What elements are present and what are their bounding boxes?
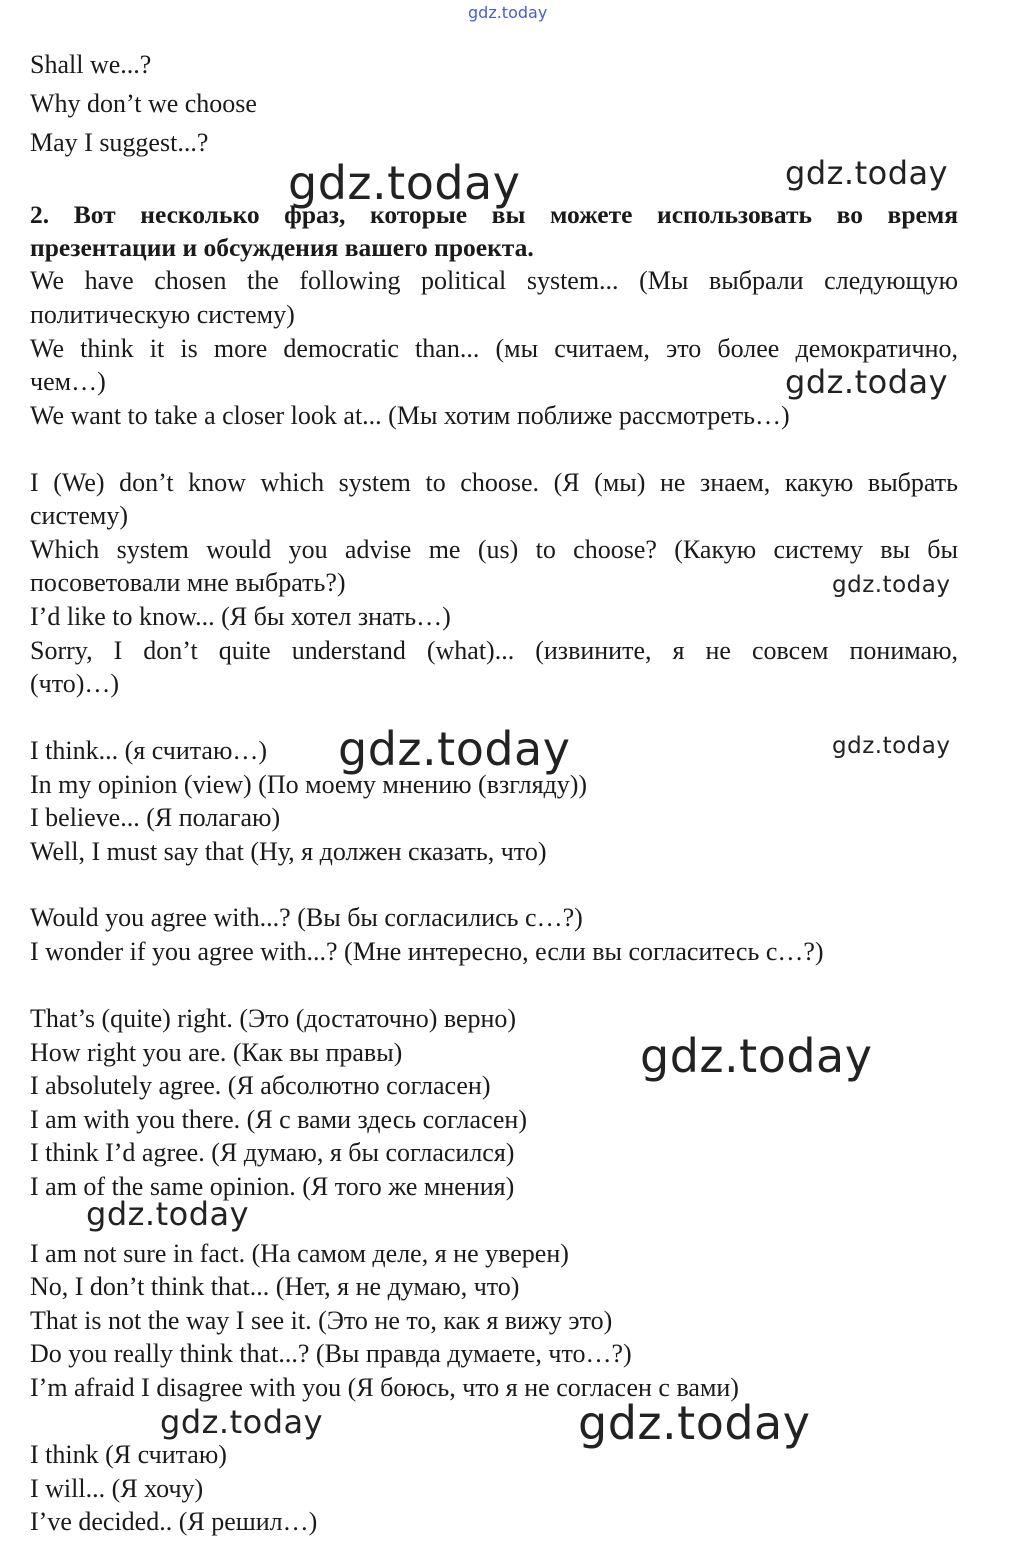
phrase-line: Shall we...? (30, 50, 152, 79)
section-heading: 2. Вот несколько фраз, которые вы можете использовать во время (30, 200, 958, 229)
phrase-line: We have chosen the following political system... (Мы выбрали следующую (30, 266, 958, 295)
watermark: gdz.today (468, 3, 548, 22)
phrase-line: I’m afraid I disagree with you (Я боюсь, что я не согласен с вами) (30, 1373, 739, 1402)
watermark: gdz.today (288, 156, 521, 210)
watermark: gdz.today (785, 363, 949, 401)
phrase-line: I’ve decided.. (Я решил…) (30, 1507, 318, 1536)
phrase-line: I will... (Я хочу) (30, 1474, 204, 1503)
phrase-line: I believe... (Я полагаю) (30, 803, 281, 832)
phrase-line: I am not sure in fact. (На самом деле, я не уверен) (30, 1239, 569, 1268)
phrase-line: How right you are. (Как вы правы) (30, 1038, 403, 1067)
phrase-line: I’d like to know... (Я бы хотел знать…) (30, 602, 451, 631)
phrase-line: Would you agree with...? (Вы бы согласились с…?) (30, 903, 583, 932)
watermark: gdz.today (640, 1029, 873, 1083)
phrase-line: Well, I must say that (Ну, я должен сказать, что) (30, 837, 547, 866)
phrase-line: I (We) don’t know which system to choose. (Я (мы) не знаем, какую выбрать (30, 468, 958, 497)
phrase-line: Do you really think that...? (Вы правда думаете, что…?) (30, 1339, 632, 1368)
watermark: gdz.today (338, 722, 571, 776)
watermark: gdz.today (785, 154, 949, 192)
phrase-line: политическую систему) (30, 300, 295, 329)
phrase-line: That is not the way I see it. (Это не то, как я вижу это) (30, 1306, 613, 1335)
phrase-line: систему) (30, 501, 129, 530)
phrase-line: посоветовали мне выбрать?) (30, 568, 346, 597)
watermark: gdz.today (86, 1195, 250, 1233)
watermark: gdz.today (578, 1396, 811, 1450)
phrase-line: I think I’d agree. (Я думаю, я бы согласился) (30, 1138, 515, 1167)
phrase-line: I think... (я считаю…) (30, 736, 268, 765)
watermark: gdz.today (832, 572, 951, 598)
phrase-line: We think it is more democratic than... (мы считаем, это более демократично, (30, 334, 958, 363)
phrase-line: No, I don’t think that... (Нет, я не думаю, что) (30, 1272, 520, 1301)
section-heading: презентации и обсуждения вашего проекта. (30, 233, 534, 262)
phrase-line: That’s (quite) right. (Это (достаточно) верно) (30, 1004, 517, 1033)
watermark: gdz.today (160, 1403, 324, 1441)
phrase-line: Which system would you advise me (us) to choose? (Какую систему вы бы (30, 535, 958, 564)
phrase-line: (что)…) (30, 669, 120, 698)
phrase-line: I am with you there. (Я с вами здесь согласен) (30, 1105, 527, 1134)
phrase-line: We want to take a closer look at... (Мы хотим поближе рассмотреть…) (30, 401, 790, 430)
phrase-line: I am of the same opinion. (Я того же мнения) (30, 1172, 515, 1201)
phrase-line: Why don’t we choose (30, 89, 257, 118)
phrase-line: I absolutely agree. (Я абсолютно согласен) (30, 1071, 491, 1100)
phrase-line: I wonder if you agree with...? (Мне интересно, если вы согласитесь с…?) (30, 937, 824, 966)
watermark: gdz.today (832, 733, 951, 759)
phrase-line: чем…) (30, 367, 106, 396)
phrase-line: In my opinion (view) (По моему мнению (взгляду)) (30, 770, 588, 799)
phrase-line: Sorry, I don’t quite understand (what)... (извините, я не совсем понимаю, (30, 636, 958, 665)
phrase-line: I think (Я считаю) (30, 1440, 227, 1469)
phrase-line: May I suggest...? (30, 128, 209, 157)
